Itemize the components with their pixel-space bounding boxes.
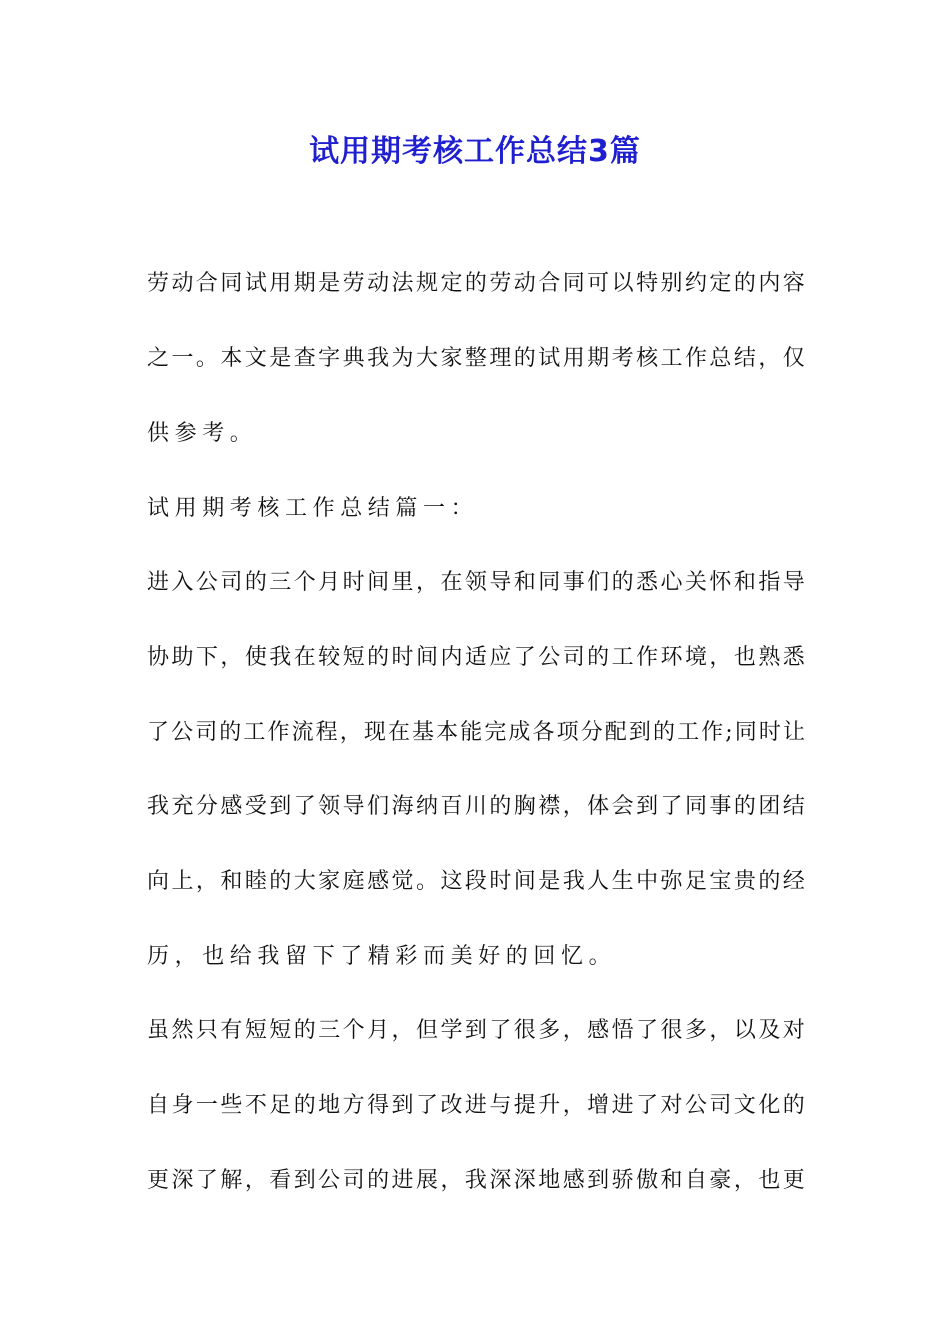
document-title: 试用期考核工作总结3篇 xyxy=(309,134,641,169)
text-line: 之 一 。 本 文 是 查 字 典 我 为 大 家 整 理 的 试 用 期 考 核 工 作 总 结 ， 仅 xyxy=(147,346,805,371)
text-line: 我 充 分 感 受 到 了 领 导 们 海 纳 百 川 的 胸 襟 ， 体 会 到 了 同 事 的 团 结 xyxy=(147,794,805,819)
text-line: 协 助 下 ， 使 我 在 较 短 的 时 间 内 适 应 了 公 司 的 工 作 环 境 ， 也 熟 悉 xyxy=(147,645,805,670)
text-line: 了 公 司 的 工 作 流 程 ， 现 在 基 本 能 完 成 各 项 分 配 到 的 工 作 ; 同 时 让 xyxy=(147,720,805,745)
text-line: 虽 然 只 有 短 短 的 三 个 月 ， 但 学 到 了 很 多 ， 感 悟 了 很 多 ， 以 及 对 xyxy=(147,1018,805,1043)
text-line: 历，也给我留下了精彩而美好的回忆。 xyxy=(147,944,617,969)
text-line: 进 入 公 司 的 三 个 月 时 间 里 ， 在 领 导 和 同 事 们 的 悉 心 关 怀 和 指 导 xyxy=(147,570,805,595)
text-line: 试用期考核工作总结篇一： xyxy=(147,496,479,521)
text-line: 自 身 一 些 不 足 的 地 方 得 到 了 改 进 与 提 升 ， 增 进 了 对 公 司 文 化 的 xyxy=(147,1093,805,1118)
text-line: 劳 动 合 同 试 用 期 是 劳 动 法 规 定 的 劳 动 合 同 可 以 特 别 约 定 的 内 容 xyxy=(147,271,805,296)
text-line: 向 上 ， 和 睦 的 大 家 庭 感 觉 。 这 段 时 间 是 我 人 生 中 弥 足 宝 贵 的 经 xyxy=(147,869,805,894)
text-line: 供参考。 xyxy=(147,421,258,446)
text-line: 更 深 了 解 ， 看 到 公 司 的 进 展 ， 我 深 深 地 感 到 骄 傲 和 自 豪 ， 也 更 xyxy=(147,1168,805,1193)
